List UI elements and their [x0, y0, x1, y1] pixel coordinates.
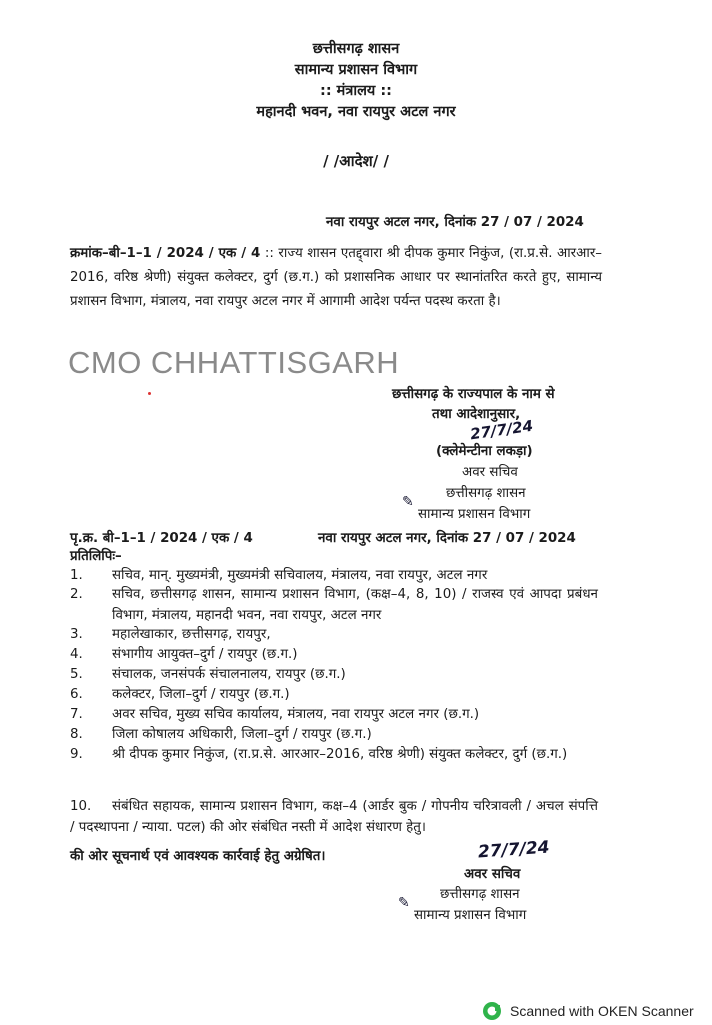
header-line-government: छत्तीसगढ़ शासन [312, 41, 400, 57]
handwritten-signature-1: 27/7/24 [469, 416, 535, 444]
order-text: :: राज्य शासन एतद्द्वारा श्री दीपक कुमार निकुंज, (रा.प्र.से. आरआर–2016, वरिष्ठ श्रेणी) संयुक्त कलेक्टर, दुर्ग (छ.ग.) को प्रशासनिक आधार पर स्थानांतरित करते हुए, सामान्य प्रशासन विभाग, मंत्रालय, नवा रायपुर अटल नगर में आगामी आदेश पर्यन्त पदस्थ करता है। [70, 246, 602, 309]
forwarding-department: सामान्य प्रशासन विभाग [414, 908, 527, 923]
officer-name: (क्लेमेन्टीना लकड़ा) [436, 444, 533, 459]
order-title: / /आदेश/ / [323, 152, 389, 170]
order-paragraph [70, 242, 602, 314]
officer-department: सामान्य प्रशासन विभाग [418, 507, 531, 522]
officer-designation: अवर सचिव [462, 465, 518, 480]
authority-line-2: तथा आदेशानुसार, [432, 407, 521, 422]
copy-to-label: प्रतिलिपिः– [70, 549, 122, 564]
order-date: नवा रायपुर अटल नगर, दिनांक 27 / 07 / 2024 [326, 215, 584, 230]
header-line-ministry: :: मंत्रालय :: [320, 83, 392, 99]
initial-mark-icon: ✎ [398, 895, 410, 911]
initial-mark-icon: ✎ [402, 494, 414, 510]
forwarding-government: छत्तीसगढ़ शासन [440, 887, 520, 902]
officer-government: छत्तीसगढ़ शासन [446, 486, 526, 501]
scanner-logo-icon [482, 1001, 502, 1021]
order-number: क्रमांक–बी–1–1 / 2024 / एक / 4 [70, 246, 261, 261]
scanner-watermark: Scanned with OKEN Scanner [510, 1003, 694, 1019]
header-line-address: महानदी भवन, नवा रायपुर अटल नगर [256, 104, 456, 120]
endorsement-number: पृ.क्र. बी–1–1 / 2024 / एक / 4 [70, 531, 253, 546]
endorsement-date: नवा रायपुर अटल नगर, दिनांक 27 / 07 / 2024 [318, 531, 576, 546]
forwarding-designation: अवर सचिव [464, 867, 521, 882]
ink-dot [148, 392, 151, 395]
header-line-department: सामान्य प्रशासन विभाग [294, 62, 418, 78]
handwritten-signature-2: 27/7/24 [477, 837, 551, 863]
authority-line-1: छत्तीसगढ़ के राज्यपाल के नाम से [392, 387, 555, 402]
closing-line: की ओर सूचनार्थ एवं आवश्यक कार्रवाई हेतु अग्रेषित। [70, 849, 326, 864]
watermark-text: CMO CHHATTISGARH [68, 345, 400, 380]
